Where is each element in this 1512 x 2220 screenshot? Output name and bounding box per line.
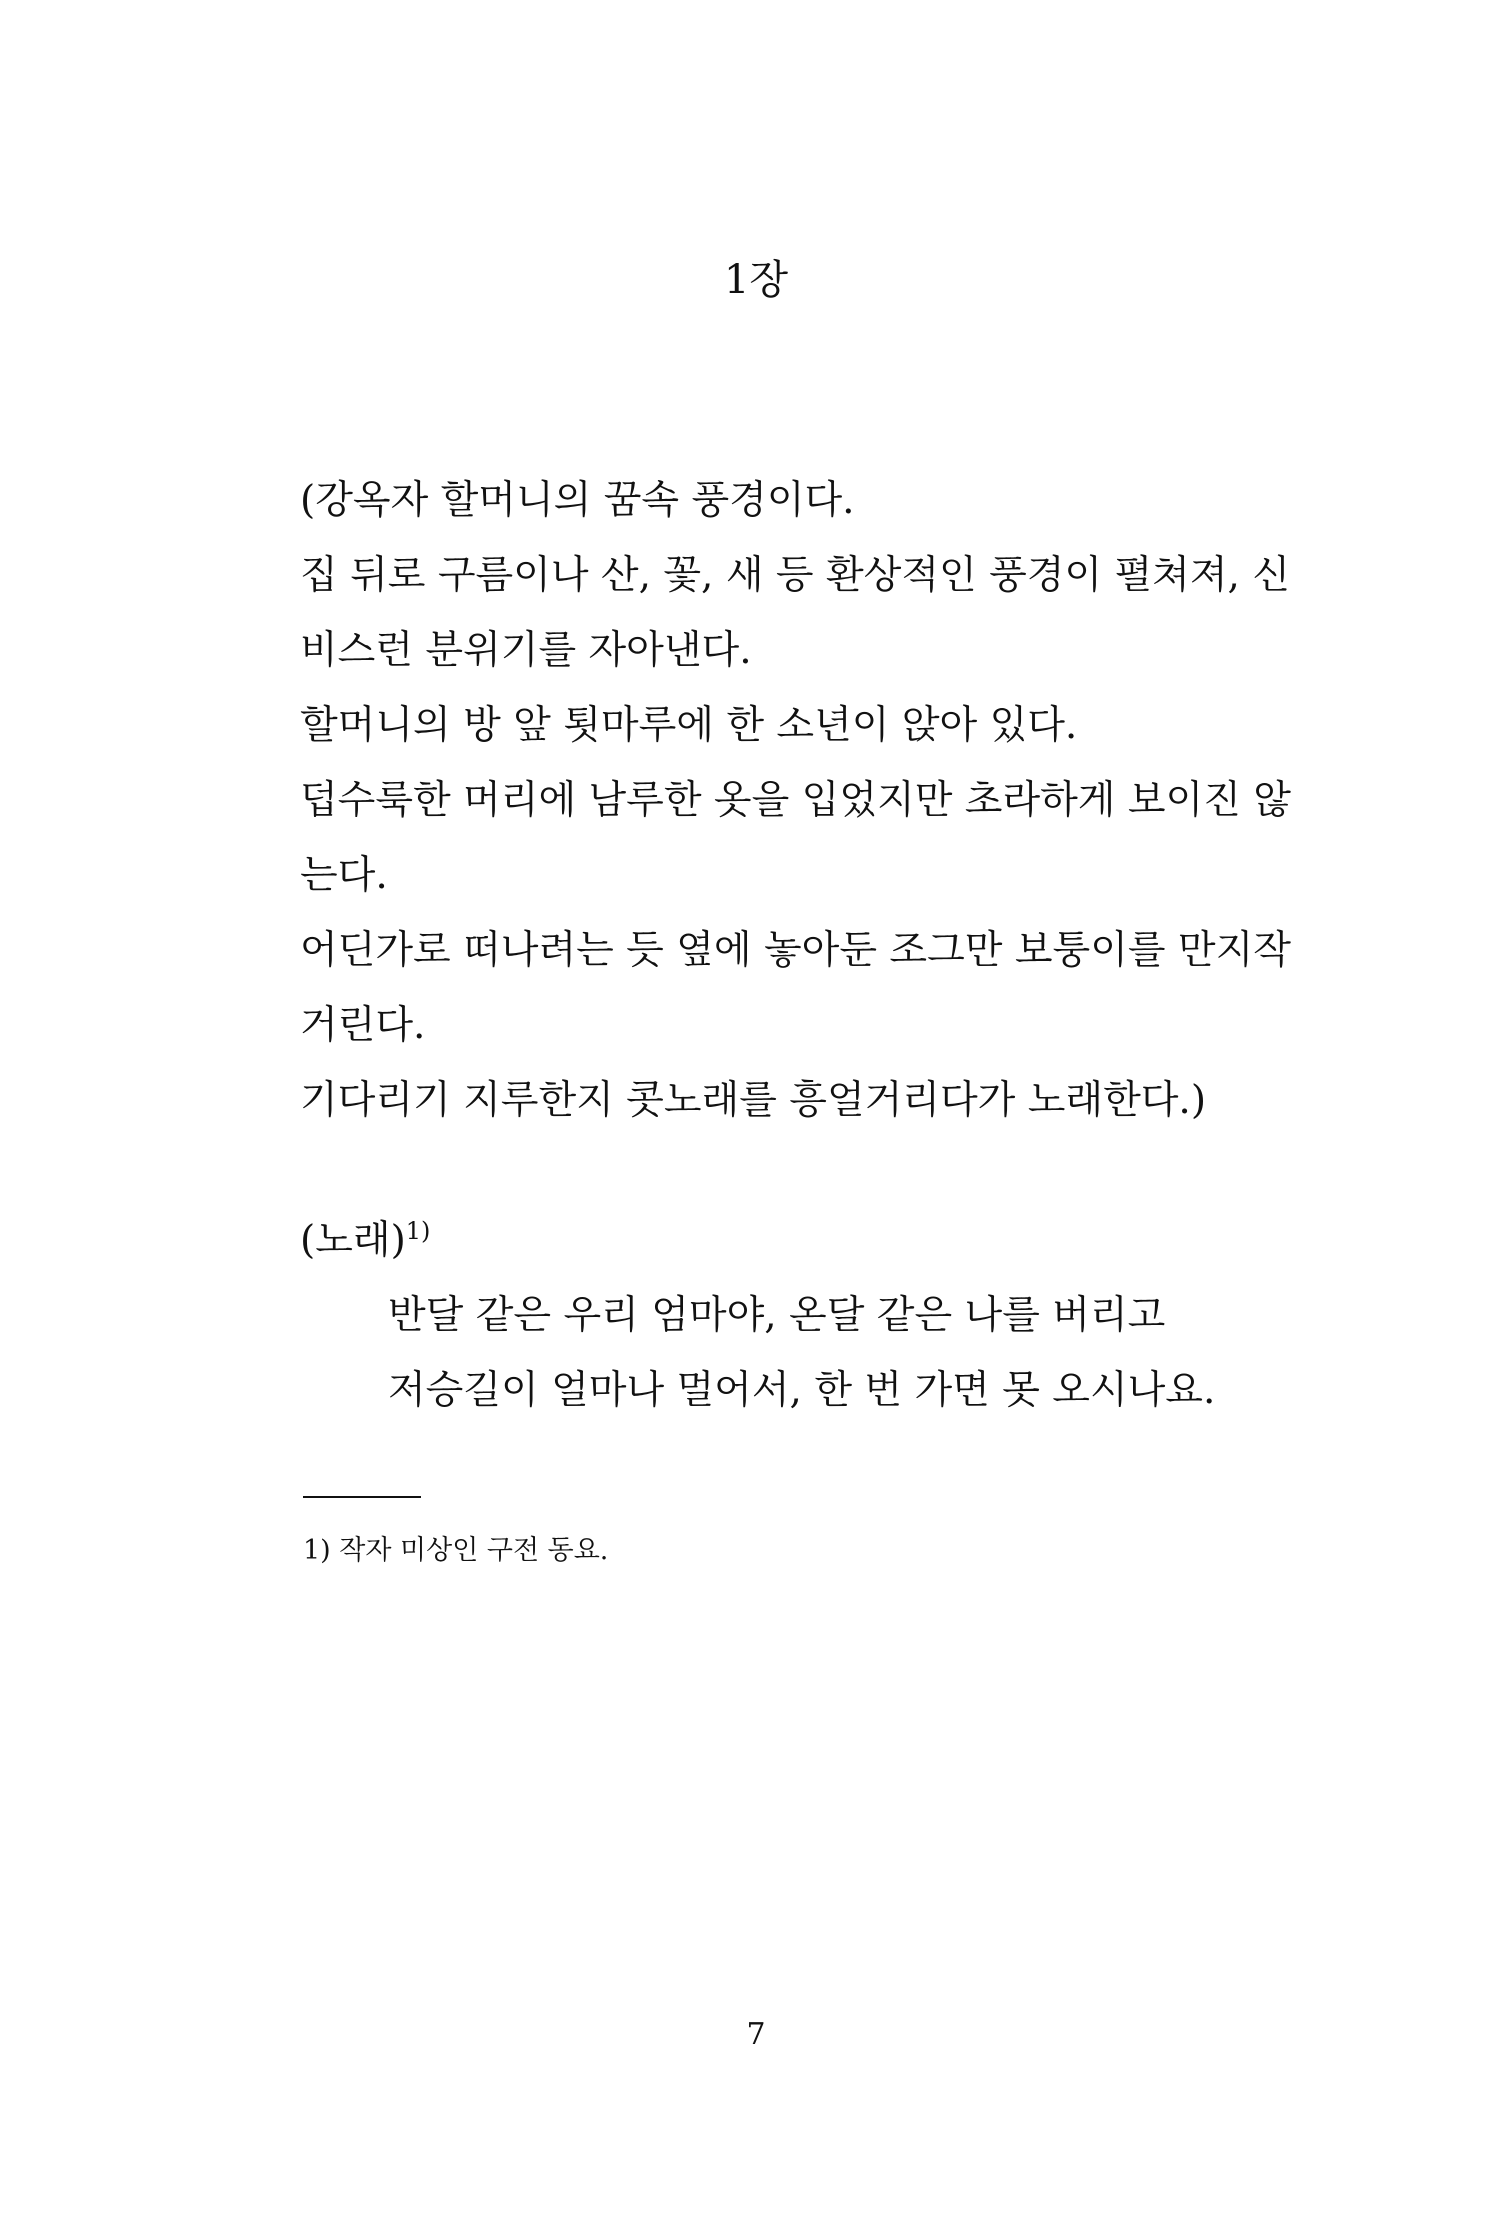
stage-direction-line: 어딘가로 떠나려는 듯 옆에 놓아둔 조그만 보퉁이를 만지작 <box>300 928 1291 973</box>
stage-direction-line: 비스런 분위기를 자아낸다. <box>300 628 752 673</box>
page-number: 7 <box>746 2017 766 2052</box>
footnote-divider <box>303 1496 421 1498</box>
stage-direction-line: 할머니의 방 앞 툇마루에 한 소년이 앉아 있다. <box>300 703 1078 748</box>
lyric-line: 저승길이 얼마나 멀어서, 한 번 가면 못 오시나요. <box>388 1368 1216 1413</box>
footnote-reference: 1) <box>405 1217 431 1245</box>
song-block <box>300 1203 1260 1428</box>
song-label: (노래) <box>300 1218 406 1263</box>
stage-direction-line: 는다. <box>300 853 388 898</box>
stage-direction-line: 집 뒤로 구름이나 산, 꽃, 새 등 환상적인 풍경이 펼쳐져, 신 <box>300 553 1290 598</box>
lyric-line: 반달 같은 우리 엄마야, 온달 같은 나를 버리고 <box>388 1293 1166 1338</box>
stage-direction-line: 덥수룩한 머리에 남루한 옷을 입었지만 초라하게 보이진 않 <box>300 778 1291 823</box>
stage-direction-line: 거린다. <box>300 1003 426 1048</box>
song-label-line <box>300 1203 1260 1278</box>
stage-directions <box>300 463 1291 1138</box>
stage-direction-line: (강옥자 할머니의 꿈속 풍경이다. <box>300 478 855 523</box>
chapter-title: 1장 <box>723 257 789 303</box>
stage-direction-line: 기다리기 지루한지 콧노래를 흥얼거리다가 노래한다.) <box>300 1078 1207 1123</box>
footnote: 1) 작자 미상인 구전 동요. <box>303 1535 609 1566</box>
